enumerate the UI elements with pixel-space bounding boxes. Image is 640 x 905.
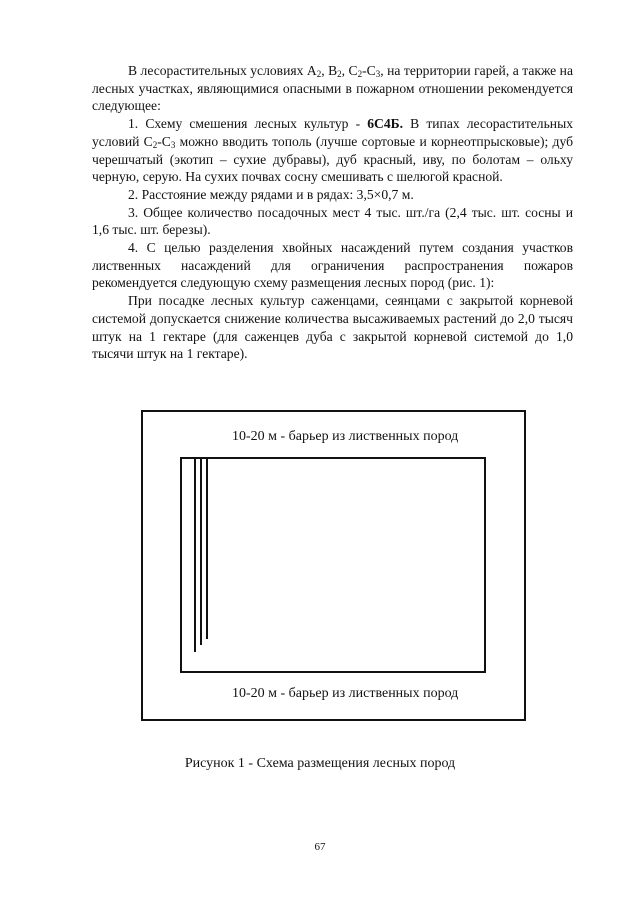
item-4-paragraph: 4. С целью разделения хвойных насаждений путем создания участков лиственных насаждений для ограничения распространения пожаров рекомендуется следующую схему размещения лесных пород (рис. 1):: [92, 240, 573, 291]
document-body: [92, 62, 573, 363]
item-3-paragraph: 3. Общее количество посадочных мест 4 тыс. шт./га (2,4 тыс. шт. сосны и 1,6 тыс. шт. березы).: [92, 204, 573, 238]
figure-caption: Рисунок 1 - Схема размещения лесных пород: [184, 756, 456, 771]
inner-plot-frame: [180, 457, 486, 673]
top-barrier-label: 10-20 м - барьер из лиственных пород: [232, 429, 459, 444]
planting-paragraph: При посадке лесных культур саженцами, сеянцами с закрытой корневой системой допускается снижение количества высаживаемых растений до 2,0 тысяч штук на 1 гектаре (для саженцев дуба с закрытой корневой системой до 1,0 тысячи штук на 1 гектаре).: [92, 293, 573, 362]
item-2-paragraph: 2. Расстояние между рядами и в рядах: 3,5×0,7 м.: [128, 186, 414, 202]
page-number: 67: [314, 841, 326, 853]
bottom-barrier-label: 10-20 м - барьер из лиственных пород: [232, 686, 459, 701]
row-line-2: [200, 459, 202, 645]
intro-paragraph: В лесорастительных условиях $А_2$, $В_2$, $С_2-С_3$, на территории гарей, а также на лесных участках, являющимися опасными в пожарном отношении рекомендуется следующее:: [92, 63, 573, 114]
row-line-3: [206, 459, 208, 639]
row-line-1: [194, 459, 196, 652]
item-1-paragraph: 1. Схему смешения лесных культур - 6С4Б. В типах лесорастительных условий $С_2-С_3$ можно вводить тополь (лучше сортовые и корнеотпрысковые); дуб черешчатый (экотип – сухие дубравы), дуб красный, иву, по болотам – ольху черную, серую. На сухих почвах сосну смешивать с шелюгой красной.: [92, 116, 573, 185]
mix-scheme-bold: 6С4Б.: [367, 116, 404, 132]
